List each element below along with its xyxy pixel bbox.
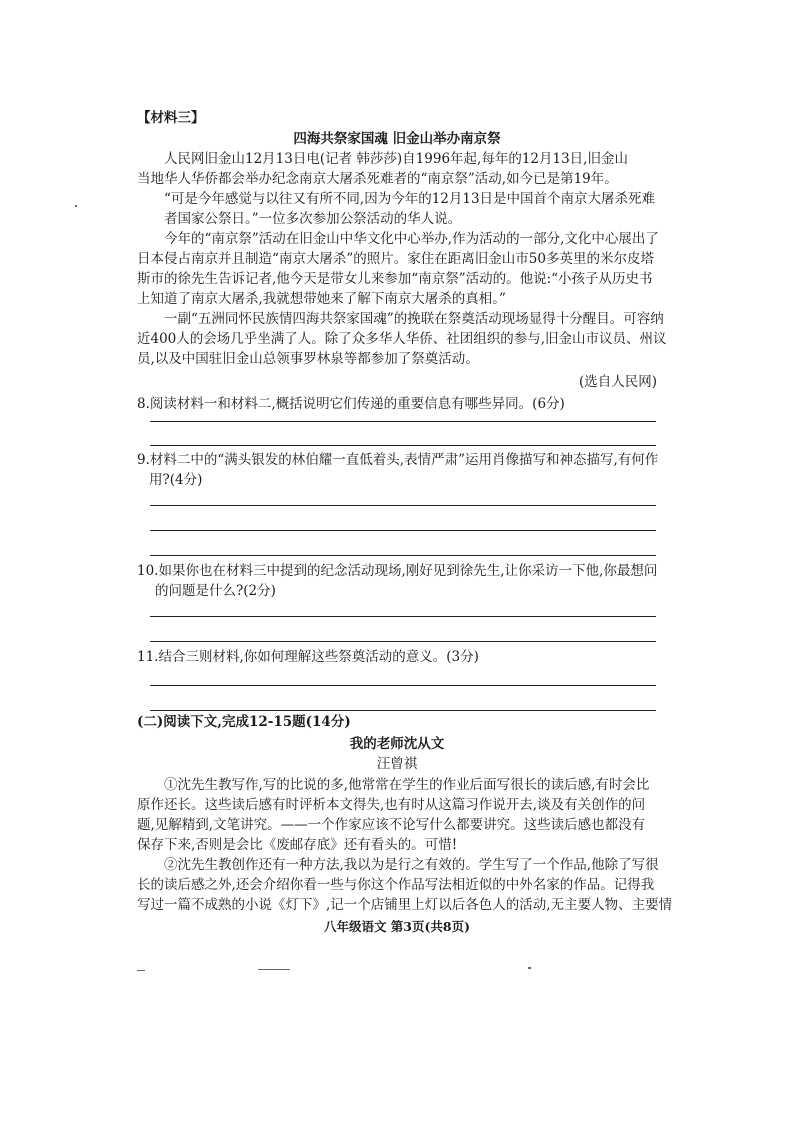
question-text: 8.阅读材料一和材料二,概括说明它们传递的重要信息有哪些异同。(6分) bbox=[137, 396, 565, 412]
source-note: (选自人民网) bbox=[578, 374, 657, 390]
paragraph-line: 员,以及中国驻旧金山总领事罗林泉等都参加了祭奠活动。 bbox=[137, 351, 479, 367]
answer-line[interactable] bbox=[150, 616, 656, 617]
paragraph-line: 人民网旧金山12月13日电(记者 韩莎莎)自1996年起,每年的12月13日,旧金山 bbox=[164, 151, 628, 167]
article-author: 汪曾祺 bbox=[376, 756, 418, 772]
paragraph-line: 日本侵占南京并且制造“南京大屠杀”的照片。家住在距离旧金山市50多英里的米尔皮塔 bbox=[137, 251, 654, 267]
paragraph-line: 长的读后感之外,还会介绍你看一些与你这个作品写法相近似的中外名家的作品。记得我 bbox=[137, 877, 655, 893]
answer-line[interactable] bbox=[150, 445, 656, 446]
page-footer: 八年级语文 第3页(共8页) bbox=[323, 919, 471, 934]
question-text: 的问题是什么?(2分) bbox=[155, 583, 276, 599]
scan-mark bbox=[528, 967, 531, 969]
question-text: 用?(4分) bbox=[149, 472, 203, 488]
answer-line[interactable] bbox=[150, 685, 656, 686]
answer-line[interactable] bbox=[150, 641, 656, 642]
section-2-heading: (二)阅读下文,完成12-15题(14分) bbox=[137, 714, 351, 730]
paragraph-line: 斯市的徐先生告诉记者,他今天是带女儿来参加“南京祭”活动的。他说:“小孩子从历史书 bbox=[137, 271, 653, 287]
paragraph-line: 原作还长。这些读后感有时评析本文得失,也有时从这篇习作说开去,谈及有关创作的问 bbox=[137, 797, 646, 813]
material-3-title: 四海共祭家国魂 旧金山举办南京祭 bbox=[293, 131, 501, 147]
question-text: 10.如果你也在材料三中提到的纪念活动现场,刚好见到徐先生,让你采访一下他,你最想问 bbox=[137, 563, 658, 579]
scan-mark bbox=[75, 205, 77, 207]
material-3-heading: 【材料三】 bbox=[137, 110, 205, 126]
question-text: 11.结合三则材料,你如何理解这些祭奠活动的意义。(3分) bbox=[137, 649, 479, 665]
paragraph-line: 写过一篇不成熟的小说《灯下》,记一个店铺里上灯以后各色人的活动,无主要人物、主要情 bbox=[137, 897, 673, 913]
scan-mark bbox=[258, 969, 290, 970]
answer-line[interactable] bbox=[150, 710, 656, 711]
paragraph-line: 上知道了南京大屠杀,我就想带她来了解下南京大屠杀的真相。” bbox=[137, 291, 506, 307]
paragraph-line: 保存下来,否则是会比《废邮存底》还有看头的。可惜! bbox=[137, 837, 458, 853]
question-text: 9.材料二中的“满头银发的林伯耀一直低着头,表情严肃”运用肖像描写和神态描写,有何作 bbox=[137, 452, 659, 468]
scan-mark bbox=[137, 970, 145, 971]
paragraph-line: 一副“五洲同怀民族情四海共祭家国魂”的挽联在祭奠活动现场显得十分醒目。可容纳 bbox=[164, 311, 664, 327]
paragraph-line: 今年的“南京祭”活动在旧金山中华文化中心举办,作为活动的一部分,文化中心展出了 bbox=[164, 231, 659, 247]
paragraph-line: 者国家公祭日。”一位多次参加公祭活动的华人说。 bbox=[164, 211, 462, 227]
paragraph-line: 题,见解精到,文笔讲究。——一个作家应该不论写什么都要讲究。这些读后感也都没有 bbox=[137, 817, 646, 833]
answer-line[interactable] bbox=[150, 505, 656, 506]
answer-line[interactable] bbox=[150, 421, 656, 422]
answer-line[interactable] bbox=[150, 555, 656, 556]
paragraph-line: 当地华人华侨都会举办纪念南京大屠杀死难者的“南京祭”活动,如今已是第19年。 bbox=[137, 171, 618, 187]
answer-line[interactable] bbox=[150, 530, 656, 531]
paragraph-line: ②沈先生教创作还有一种方法,我以为是行之有效的。学生写了一个作品,他除了写很 bbox=[164, 857, 659, 873]
paragraph-line: 近400人的会场几乎坐满了人。除了众多华人华侨、社团组织的参与,旧金山市议员、州议 bbox=[137, 331, 667, 347]
paragraph-line: “可是今年感觉与以往又有所不同,因为今年的12月13日是中国首个南京大屠杀死难 bbox=[164, 191, 656, 207]
paragraph-line: ①沈先生教写作,写的比说的多,他常常在学生的作业后面写很长的读后感,有时会比 bbox=[164, 777, 650, 793]
article-title: 我的老师沈从文 bbox=[349, 736, 445, 752]
